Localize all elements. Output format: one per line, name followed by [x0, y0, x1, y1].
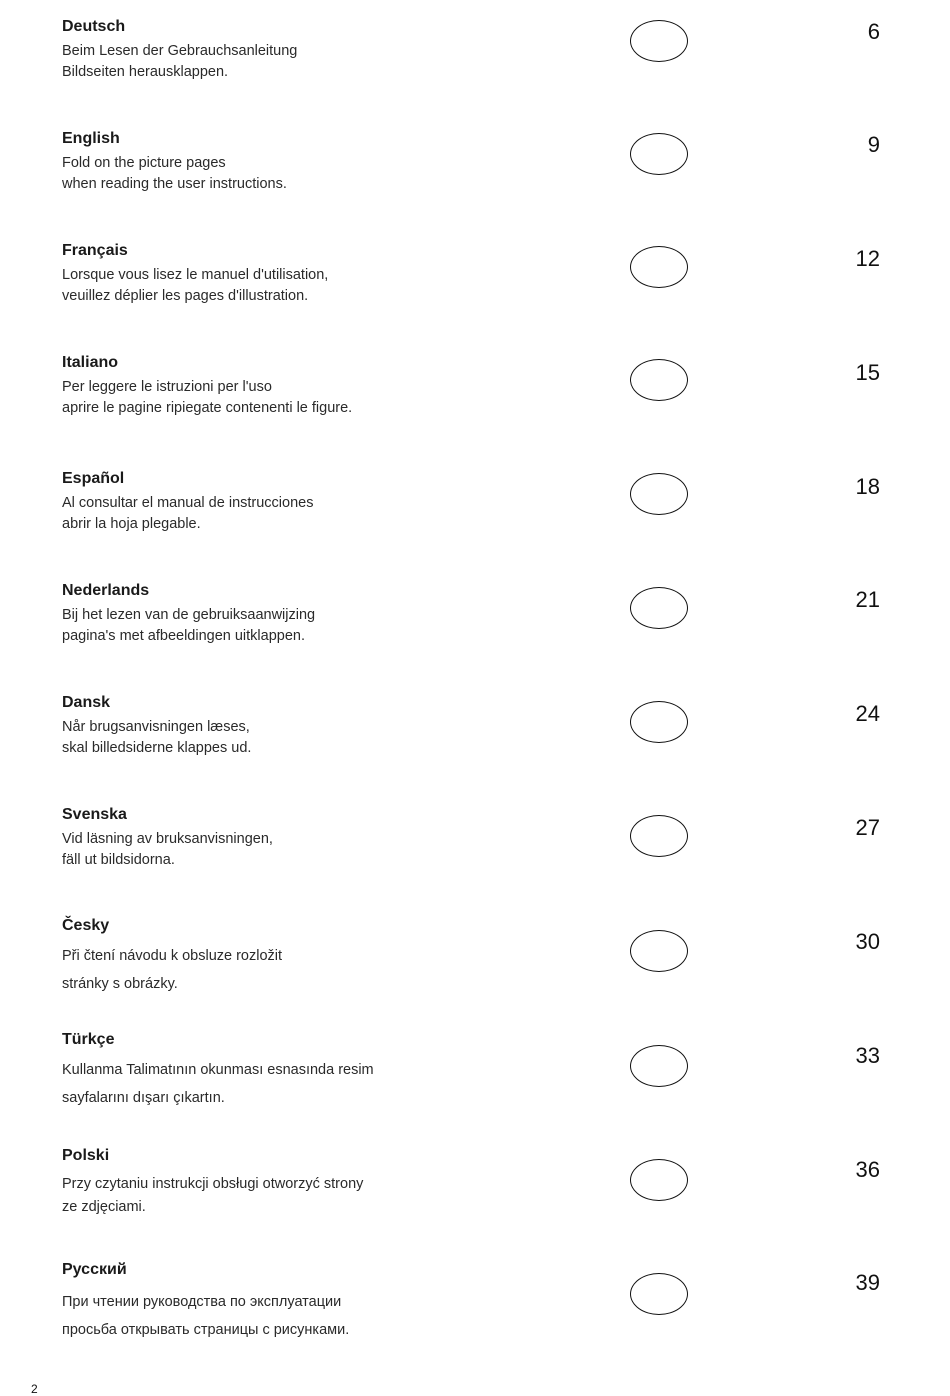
footer-page-number: 2	[31, 1382, 38, 1396]
entry-svenska	[0, 804, 950, 918]
instruction-line-1: При чтении руководства по эксплуатации	[62, 1294, 342, 1310]
language-tab-oval[interactable]	[630, 359, 688, 401]
entry-nederlands	[0, 580, 950, 694]
language-tab-oval[interactable]	[630, 1045, 688, 1087]
instruction-line-2: sayfalarını dışarı çıkartın.	[62, 1090, 225, 1106]
instruction-line-2: ze zdjęciami.	[62, 1199, 146, 1215]
language-name: Česky	[62, 917, 110, 934]
language-tab-oval[interactable]	[630, 701, 688, 743]
entry-russkiy	[0, 1259, 950, 1373]
entry-polski	[0, 1145, 950, 1259]
instruction-line-1: Når brugsanvisningen læses,	[62, 719, 250, 735]
instruction-line-2: Bildseiten herausklappen.	[62, 64, 229, 80]
instruction-line-1: Bij het lezen van de gebruiksaanwijzing	[62, 607, 316, 623]
language-name: English	[62, 130, 120, 147]
language-name: Deutsch	[62, 18, 126, 35]
language-tab-oval[interactable]	[630, 1273, 688, 1315]
page-number[interactable]: 12	[855, 246, 880, 271]
instruction-line-1: Al consultar el manual de instrucciones	[62, 495, 314, 511]
language-name: Italiano	[62, 354, 119, 371]
entry-francais	[0, 240, 950, 354]
instruction-line-2: просьба открывать страницы с рисунками.	[62, 1322, 350, 1338]
instruction-line-2: pagina's met afbeeldingen uitklappen.	[62, 628, 306, 644]
language-name: Français	[62, 242, 128, 259]
language-name: Dansk	[62, 694, 111, 711]
instruction-line-1: Kullanma Talimatının okunması esnasında resim	[62, 1062, 374, 1078]
language-tab-oval[interactable]	[630, 133, 688, 175]
instruction-line-2: skal billedsiderne klappes ud.	[62, 740, 252, 756]
page-number[interactable]: 36	[855, 1157, 880, 1182]
language-tab-oval[interactable]	[630, 587, 688, 629]
page-number[interactable]: 18	[855, 474, 880, 499]
language-name: Svenska	[62, 806, 127, 823]
language-name: Русский	[62, 1261, 127, 1278]
instruction-line-1: Vid läsning av bruksanvisningen,	[62, 831, 273, 847]
page-number[interactable]: 27	[855, 815, 880, 840]
language-tab-oval[interactable]	[630, 246, 688, 288]
language-tab-oval[interactable]	[630, 1159, 688, 1201]
page-number[interactable]: 6	[867, 19, 880, 44]
instruction-line-2: aprire le pagine ripiegate contenenti le figure.	[62, 400, 353, 416]
language-name: Español	[62, 470, 125, 487]
page-number[interactable]: 39	[855, 1270, 880, 1295]
entry-cesky	[0, 915, 950, 1029]
language-tab-oval[interactable]	[630, 473, 688, 515]
entry-italiano	[0, 352, 950, 466]
instruction-line-2: abrir la hoja plegable.	[62, 516, 201, 532]
page-number[interactable]: 15	[855, 360, 880, 385]
language-tab-oval[interactable]	[630, 930, 688, 972]
entry-deutsch	[0, 16, 950, 130]
language-name: Polski	[62, 1147, 110, 1164]
language-name: Türkçe	[62, 1031, 115, 1048]
entry-turkce	[0, 1029, 950, 1143]
page-number[interactable]: 21	[855, 587, 880, 612]
instruction-line-1: Per leggere le istruzioni per l'uso	[62, 379, 272, 395]
page-number[interactable]: 9	[867, 132, 880, 157]
entry-english	[0, 128, 950, 242]
instruction-line-1: Przy czytaniu instrukcji obsługi otworzyć strony	[62, 1176, 364, 1192]
instruction-line-1: Beim Lesen der Gebrauchsanleitung	[62, 43, 298, 59]
language-name: Nederlands	[62, 582, 150, 599]
language-tab-oval[interactable]	[630, 815, 688, 857]
page-number[interactable]: 33	[855, 1043, 880, 1068]
instruction-line-2: stránky s obrázky.	[62, 976, 178, 992]
language-tab-oval[interactable]	[630, 20, 688, 62]
entry-dansk	[0, 692, 950, 806]
entry-espanol	[0, 468, 950, 582]
instruction-line-1: Lorsque vous lisez le manuel d'utilisation,	[62, 267, 329, 283]
instruction-line-1: Při čtení návodu k obsluze rozložit	[62, 948, 283, 964]
instruction-line-2: when reading the user instructions.	[62, 176, 287, 192]
instruction-line-2: fäll ut bildsidorna.	[62, 852, 175, 868]
page-number[interactable]: 24	[855, 701, 880, 726]
instruction-line-2: veuillez déplier les pages d'illustration.	[62, 288, 309, 304]
page-number[interactable]: 30	[855, 929, 880, 954]
instruction-line-1: Fold on the picture pages	[62, 155, 226, 171]
